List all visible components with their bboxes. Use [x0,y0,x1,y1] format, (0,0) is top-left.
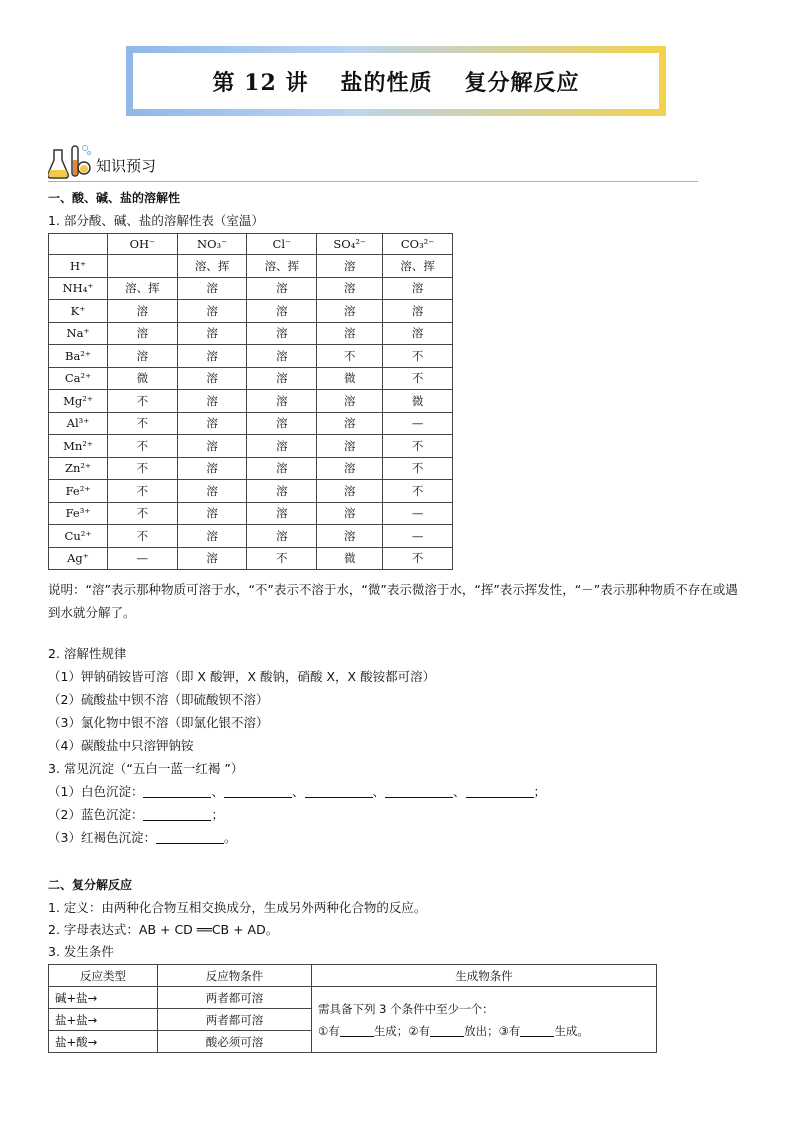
solubility-cell: 溶 [317,480,383,503]
solubility-cell: 溶 [177,480,247,503]
table-row [49,987,657,1009]
blue-precip-line [48,805,224,823]
item-heading: 1. 部分酸、碱、盐的溶解性表（室温） [48,213,264,228]
solubility-table [48,233,453,570]
solubility-cell: 溶 [247,367,317,390]
solubility-cell: 溶 [247,345,317,368]
solubility-cell: 溶 [177,322,247,345]
solubility-cell: 溶、挥 [177,255,247,278]
option-text: 放出；③有 [464,1023,521,1038]
solubility-cell: 不 [383,345,453,368]
cation-cell: Ca²⁺ [49,367,108,390]
solubility-cell: 溶 [317,435,383,458]
table-row [49,525,453,548]
solubility-cell: 溶 [177,502,247,525]
solubility-cell: 溶 [177,390,247,413]
expression: 2. 字母表达式：AB + CD ══CB + AD。 [48,922,279,937]
option-text: 生成。 [554,1023,589,1038]
solubility-cell: 溶 [317,300,383,323]
column-header: OH⁻ [108,234,178,255]
option-text: 生成；②有 [373,1023,431,1038]
cation-cell: K⁺ [49,300,108,323]
solubility-cell: 溶 [177,547,247,570]
table-row [49,480,453,503]
product-condition-text: 需具备下列 3 个条件中至少一个： [318,1001,494,1016]
table-header-row [49,234,453,255]
column-header: 反应物条件 [158,965,312,987]
solubility-cell: 溶 [108,322,178,345]
solubility-cell: 溶 [177,367,247,390]
solubility-cell: 溶 [247,390,317,413]
solubility-cell: 溶 [317,502,383,525]
solubility-cell: 溶 [317,457,383,480]
solubility-cell: 不 [108,525,178,548]
cation-cell: Na⁺ [49,322,108,345]
table-row [49,435,453,458]
section-heading: 二、复分解反应 [48,878,133,892]
solubility-cell: 溶 [177,412,247,435]
cation-cell: Fe²⁺ [49,480,108,503]
solubility-cell: 溶 [247,300,317,323]
section-heading: 一、酸、碱、盐的溶解性 [48,191,181,205]
reaction-type: 盐+盐→ [49,1009,158,1031]
table-row [49,457,453,480]
solubility-cell: 溶、挥 [108,277,178,300]
conditions-heading: 3. 发生条件 [48,944,114,959]
answer-blank[interactable] [305,785,373,798]
solubility-cell: 溶 [247,435,317,458]
answer-blank[interactable] [430,1024,464,1037]
answer-blank[interactable] [143,808,211,821]
rules-heading: 2. 溶解性规律 [48,646,127,661]
cation-cell: H⁺ [49,255,108,278]
table-row [49,277,453,300]
solubility-cell: 不 [383,457,453,480]
solubility-cell: 溶 [383,277,453,300]
solubility-cell: 溶 [247,502,317,525]
reaction-type: 碱+盐→ [49,987,158,1009]
solubility-cell: 微 [317,547,383,570]
solubility-cell: 溶 [247,322,317,345]
answer-blank[interactable] [156,831,224,844]
solubility-cell: 不 [108,435,178,458]
cation-cell: Fe³⁺ [49,502,108,525]
table-row [49,255,453,278]
answer-blank[interactable] [385,785,453,798]
cation-cell: Mn²⁺ [49,435,108,458]
rule-item: （2）硫酸盐中钡不溶（即硫酸钡不溶） [48,692,269,707]
solubility-cell: 溶 [247,412,317,435]
cation-cell: Mg²⁺ [49,390,108,413]
solubility-cell: 溶 [247,457,317,480]
solubility-cell: 溶 [177,525,247,548]
solubility-cell: 溶 [317,277,383,300]
solubility-cell: 不 [383,547,453,570]
solubility-cell: 微 [383,390,453,413]
solubility-cell: 溶 [108,300,178,323]
separator: 。 [223,830,237,845]
table-header-row [49,965,657,987]
column-header: SO₄²⁻ [317,234,383,255]
table-row [49,345,453,368]
solubility-cell: 溶、挥 [383,255,453,278]
table-row [49,547,453,570]
solubility-cell: 不 [108,480,178,503]
solubility-cell: 不 [383,367,453,390]
column-header: 反应类型 [49,965,158,987]
answer-blank[interactable] [224,785,292,798]
solubility-cell: — [383,525,453,548]
solubility-cell: 溶 [177,435,247,458]
solubility-cell: 不 [247,547,317,570]
page-title [133,53,659,109]
column-header: 生成物条件 [312,965,657,987]
answer-blank[interactable] [340,1024,374,1037]
white-precip-label: （1）白色沉淀： [48,784,144,799]
table-row [49,300,453,323]
table-note: 说明：“溶”表示那种物质可溶于水，“不”表示不溶于水，“微”表示微溶于水，“挥”表示挥发性，“－”表示那种物质不存在或遇到水就分解了。 [48,582,738,620]
answer-blank[interactable] [466,785,534,798]
solubility-cell: 溶、挥 [247,255,317,278]
definition: 1. 定义：由两种化合物互相交换成分，生成另外两种化合物的反应。 [48,900,427,915]
table-row [49,322,453,345]
separator: ； [211,807,224,822]
solubility-cell: — [383,502,453,525]
rule-item: （4）碳酸盐中只溶钾钠铵 [48,738,194,753]
title-subtopic: 复分解反应 [464,69,580,96]
cation-cell: Al³⁺ [49,412,108,435]
solubility-cell: 溶 [108,345,178,368]
solubility-cell: 溶 [317,412,383,435]
solubility-cell: 不 [108,390,178,413]
solubility-cell: 溶 [247,525,317,548]
cation-cell: Cu²⁺ [49,525,108,548]
solubility-cell: 溶 [177,345,247,368]
section-label: 知识预习 [96,157,157,175]
solubility-cell: 溶 [177,277,247,300]
conditions-table [48,964,657,1053]
divider [48,181,698,182]
option-text: ①有 [318,1023,340,1038]
preview-header [48,142,156,180]
solubility-cell: 微 [317,367,383,390]
solubility-cell: 不 [383,480,453,503]
solubility-cell: 溶 [383,322,453,345]
solubility-cell: 不 [108,502,178,525]
solubility-cell: 微 [108,367,178,390]
solubility-cell: 溶 [383,300,453,323]
white-precip-line [48,782,546,800]
column-header: NO₃⁻ [177,234,247,255]
red-precip-label: （3）红褐色沉淀： [48,830,156,845]
table-row [49,367,453,390]
product-condition-options [318,1020,650,1042]
cation-cell: NH₄⁺ [49,277,108,300]
solubility-cell: 溶 [317,525,383,548]
solubility-cell: 溶 [177,457,247,480]
product-condition [312,987,657,1053]
blue-precip-label: （2）蓝色沉淀： [48,807,144,822]
precip-heading: 3. 常见沉淀（“五白一蓝一红褐 ”） [48,761,244,776]
flask-icon [48,142,92,180]
table-corner [49,234,108,255]
table-row [49,502,453,525]
reactant-condition: 两者都可溶 [158,1009,312,1031]
rule-item: （3）氯化物中银不溶（即氯化银不溶） [48,715,269,730]
solubility-cell: — [108,547,178,570]
solubility-cell: 溶 [247,277,317,300]
cation-cell: Ba²⁺ [49,345,108,368]
column-header: CO₃²⁻ [383,234,453,255]
title-lesson: 第 12 讲 [212,69,309,96]
solubility-cell: 不 [108,457,178,480]
red-precip-line [48,828,236,846]
table-row [49,412,453,435]
solubility-cell: 不 [317,345,383,368]
separator: 、 [211,784,224,799]
separator: 、 [453,784,466,799]
solubility-cell: 不 [383,435,453,458]
solubility-cell: — [383,412,453,435]
cation-cell: Zn²⁺ [49,457,108,480]
separator: 、 [291,784,305,799]
answer-blank[interactable] [143,785,211,798]
solubility-cell: 溶 [317,322,383,345]
solubility-cell: 溶 [317,255,383,278]
reactant-condition: 酸必须可溶 [158,1031,312,1053]
solubility-cell [108,255,178,278]
solubility-cell: 不 [108,412,178,435]
separator: ； [533,784,547,799]
title-topic: 盐的性质 [340,69,433,96]
solubility-cell: 溶 [317,390,383,413]
rule-item: （1）钾钠硝铵皆可溶（即 X 酸钾，X 酸钠，硝酸 X，X 酸铵都可溶） [48,669,436,684]
separator: 、 [372,784,386,799]
cation-cell: Ag⁺ [49,547,108,570]
column-header: Cl⁻ [247,234,317,255]
answer-blank[interactable] [520,1024,554,1037]
reactant-condition: 两者都可溶 [158,987,312,1009]
table-row [49,390,453,413]
reaction-type: 盐+酸→ [49,1031,158,1053]
solubility-cell: 溶 [177,300,247,323]
solubility-cell: 溶 [247,480,317,503]
